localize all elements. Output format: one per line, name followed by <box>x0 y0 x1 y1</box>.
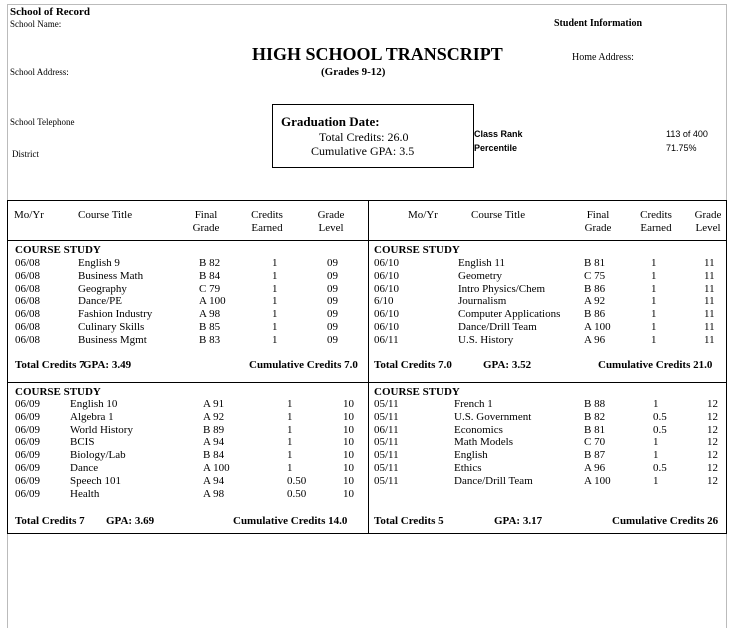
row-credits: 1 <box>287 462 293 474</box>
row-level: 11 <box>704 321 715 333</box>
row-credits: 1 <box>272 334 278 346</box>
row-credits: 1 <box>272 270 278 282</box>
cumulative-credits: Cumulative Credits 14.0 <box>233 515 348 527</box>
row-course: English 10 <box>70 398 118 410</box>
row-grade: A 94 <box>203 475 225 487</box>
row-date: 06/11 <box>374 334 399 346</box>
row-date: 6/10 <box>374 295 394 307</box>
row-grade: B 85 <box>199 321 221 333</box>
row-level: 09 <box>327 295 338 307</box>
row-date: 06/08 <box>15 321 41 333</box>
row-credits: 0.50 <box>287 475 307 487</box>
row-grade: A 100 <box>203 462 230 474</box>
cumulative-credits: Cumulative Credits 7.0 <box>249 359 358 371</box>
row-credits: 1 <box>287 449 293 461</box>
row-course: U.S. Government <box>454 411 532 423</box>
row-date: 06/11 <box>374 424 399 436</box>
row-grade: A 96 <box>584 462 606 474</box>
row-date: 06/09 <box>15 449 41 461</box>
district-label: District <box>12 149 39 159</box>
col-credits-earned: Credits Earned <box>251 209 283 234</box>
cumulative-credits: Cumulative Credits 26 <box>612 515 719 527</box>
row-credits: 0.50 <box>287 488 307 500</box>
row-credits: 1 <box>651 283 657 295</box>
row-grade: B 86 <box>584 283 606 295</box>
row-course: Health <box>70 488 100 500</box>
row-grade: B 81 <box>584 257 606 269</box>
block-gpa: GPA: 3.17 <box>494 515 543 527</box>
total-credits: Total Credits 5 <box>374 515 444 527</box>
row-credits: 1 <box>272 308 278 320</box>
row-grade: A 92 <box>203 411 225 423</box>
row-grade: B 84 <box>199 270 221 282</box>
table-center-divider <box>368 200 369 534</box>
row-course: French 1 <box>454 398 493 410</box>
row-course: Geography <box>78 283 127 295</box>
row-course: Geometry <box>458 270 502 282</box>
row-level: 12 <box>707 436 718 448</box>
total-credits: Total Credits 7.0 <box>374 359 452 371</box>
row-level: 12 <box>707 449 718 461</box>
graduation-date-label: Graduation Date: <box>281 114 380 129</box>
course-study-heading: COURSE STUDY <box>15 244 101 256</box>
row-level: 12 <box>707 475 718 487</box>
row-credits: 1 <box>651 334 657 346</box>
row-date: 05/11 <box>374 436 399 448</box>
row-course: Dance/PE <box>78 295 122 307</box>
row-course: Journalism <box>458 295 507 307</box>
row-course: Ethics <box>454 462 482 474</box>
row-grade: B 84 <box>203 449 225 461</box>
row-course: Speech 101 <box>70 475 122 487</box>
row-grade: B 87 <box>584 449 606 461</box>
row-course: Biology/Lab <box>70 449 126 461</box>
row-course: Dance/Drill Team <box>458 321 537 333</box>
row-credits: 0.5 <box>653 424 667 436</box>
page-subtitle: (Grades 9-12) <box>321 66 386 78</box>
row-level: 11 <box>704 308 715 320</box>
row-date: 06/08 <box>15 270 41 282</box>
row-grade: A 100 <box>584 321 611 333</box>
class-rank-label: Class Rank <box>474 129 523 139</box>
row-credits: 0.5 <box>653 462 667 474</box>
row-course: English 11 <box>458 257 505 269</box>
cumulative-credits: Cumulative Credits 21.0 <box>598 359 713 371</box>
row-level: 09 <box>327 257 338 269</box>
row-credits: 1 <box>287 411 293 423</box>
row-level: 11 <box>704 283 715 295</box>
row-level: 10 <box>343 488 354 500</box>
row-level: 12 <box>707 398 718 410</box>
row-level: 11 <box>704 270 715 282</box>
col-credits-earned-right: Credits Earned <box>640 209 672 234</box>
row-grade: A 98 <box>199 308 221 320</box>
row-date: 06/10 <box>374 283 400 295</box>
row-grade: B 83 <box>199 334 221 346</box>
row-course: U.S. History <box>458 334 514 346</box>
row-date: 06/09 <box>15 398 41 410</box>
row-grade: C 75 <box>584 270 606 282</box>
row-level: 10 <box>343 475 354 487</box>
row-course: BCIS <box>70 436 95 448</box>
row-date: 06/10 <box>374 321 400 333</box>
row-course: Business Mgmt <box>78 334 147 346</box>
row-level: 12 <box>707 424 718 436</box>
row-course: Business Math <box>78 270 144 282</box>
row-date: 06/08 <box>15 283 41 295</box>
row-grade: A 96 <box>584 334 606 346</box>
row-credits: 1 <box>272 295 278 307</box>
graduation-cumulative-gpa: Cumulative GPA: 3.5 <box>311 144 415 158</box>
row-level: 09 <box>327 321 338 333</box>
row-credits: 0.5 <box>653 411 667 423</box>
col-grade-level-right: Grade Level <box>694 209 722 234</box>
col-mo-yr-right: Mo/Yr <box>408 209 438 221</box>
row-credits: 1 <box>653 398 659 410</box>
row-course: Dance/Drill Team <box>454 475 533 487</box>
student-information-label: Student Information <box>554 18 643 29</box>
row-credits: 1 <box>287 436 293 448</box>
page-frame-top <box>7 4 727 5</box>
row-grade: A 94 <box>203 436 225 448</box>
row-course: Dance <box>70 462 99 474</box>
row-level: 10 <box>343 462 354 474</box>
row-grade: B 82 <box>584 411 606 423</box>
row-credits: 1 <box>272 257 278 269</box>
percentile-value: 71.75% <box>666 143 697 153</box>
row-level: 10 <box>343 436 354 448</box>
row-date: 06/09 <box>15 436 41 448</box>
school-of-record-label: School of Record <box>10 6 91 18</box>
row-course: Math Models <box>454 436 513 448</box>
row-course: Algebra 1 <box>70 411 114 423</box>
class-rank-value: 113 of 400 <box>666 129 708 139</box>
row-grade: A 98 <box>203 488 225 500</box>
row-date: 06/08 <box>15 295 41 307</box>
row-credits: 1 <box>651 270 657 282</box>
row-credits: 1 <box>287 398 293 410</box>
row-date: 06/09 <box>15 488 41 500</box>
graduation-total-credits: Total Credits: 26.0 <box>319 130 409 144</box>
page-title: HIGH SCHOOL TRANSCRIPT <box>252 44 503 64</box>
school-address-label: School Address: <box>10 67 69 77</box>
row-level: 09 <box>327 283 338 295</box>
col-grade-level: Grade Level <box>317 209 345 234</box>
row-grade: A 100 <box>199 295 226 307</box>
row-credits: 1 <box>272 321 278 333</box>
row-credits: 1 <box>651 321 657 333</box>
row-date: 06/09 <box>15 424 41 436</box>
row-credits: 1 <box>653 475 659 487</box>
course-study-heading: COURSE STUDY <box>374 386 460 398</box>
row-level: 12 <box>707 462 718 474</box>
row-credits: 1 <box>653 436 659 448</box>
row-level: 09 <box>327 334 338 346</box>
total-credits: Total Credits 7 <box>15 359 85 371</box>
row-date: 06/08 <box>15 334 41 346</box>
row-grade: B 86 <box>584 308 606 320</box>
row-grade: B 89 <box>203 424 225 436</box>
school-name-label: School Name: <box>10 19 62 29</box>
course-study-heading: COURSE STUDY <box>374 244 460 256</box>
row-grade: C 70 <box>584 436 606 448</box>
row-course: World History <box>70 424 133 436</box>
row-grade: A 91 <box>203 398 225 410</box>
row-level: 09 <box>327 270 338 282</box>
row-credits: 1 <box>651 295 657 307</box>
row-level: 11 <box>704 334 715 346</box>
row-course: Culinary Skills <box>78 321 145 333</box>
school-telephone-label: School Telephone <box>10 117 75 127</box>
home-address-label: Home Address: <box>572 52 634 63</box>
row-course: Intro Physics/Chem <box>458 283 546 295</box>
row-level: 10 <box>343 398 354 410</box>
row-grade: B 82 <box>199 257 221 269</box>
row-grade: B 81 <box>584 424 606 436</box>
col-mo-yr: Mo/Yr <box>14 209 44 221</box>
col-course-title: Course Title <box>78 209 133 221</box>
row-level: 10 <box>343 424 354 436</box>
row-level: 10 <box>343 411 354 423</box>
percentile-label: Percentile <box>474 143 518 153</box>
row-date: 06/10 <box>374 308 400 320</box>
row-grade: A 100 <box>584 475 611 487</box>
total-credits: Total Credits 7 <box>15 515 85 527</box>
block-gpa: GPA: 3.69 <box>106 515 155 527</box>
row-credits: 1 <box>651 308 657 320</box>
row-date: 05/11 <box>374 462 399 474</box>
row-date: 06/08 <box>15 308 41 320</box>
row-grade: C 79 <box>199 283 221 295</box>
row-level: 09 <box>327 308 338 320</box>
row-date: 06/08 <box>15 257 41 269</box>
col-course-title-right: Course Title <box>471 209 526 221</box>
col-final-grade-right: Final Grade <box>584 209 612 234</box>
col-final-grade: Final Grade <box>192 209 220 234</box>
row-date: 05/11 <box>374 398 399 410</box>
row-date: 05/11 <box>374 449 399 461</box>
row-credits: 1 <box>272 283 278 295</box>
row-credits: 1 <box>651 257 657 269</box>
table-header-divider <box>7 240 727 241</box>
row-level: 12 <box>707 411 718 423</box>
row-course: English 9 <box>78 257 120 269</box>
table-mid-divider <box>7 382 727 383</box>
row-date: 06/10 <box>374 270 400 282</box>
row-credits: 1 <box>653 449 659 461</box>
row-date: 06/09 <box>15 462 41 474</box>
row-grade: A 92 <box>584 295 606 307</box>
row-course: Economics <box>454 424 503 436</box>
course-study-heading: COURSE STUDY <box>15 386 101 398</box>
block-gpa: GPA: 3.52 <box>483 359 532 371</box>
row-level: 11 <box>704 295 715 307</box>
row-date: 06/10 <box>374 257 400 269</box>
row-date: 06/09 <box>15 411 41 423</box>
block-gpa: GPA: 3.49 <box>83 359 132 371</box>
row-level: 10 <box>343 449 354 461</box>
row-date: 05/11 <box>374 411 399 423</box>
row-credits: 1 <box>287 424 293 436</box>
row-date: 06/09 <box>15 475 41 487</box>
row-date: 05/11 <box>374 475 399 487</box>
row-course: Computer Applications <box>458 308 561 320</box>
row-level: 11 <box>704 257 715 269</box>
row-grade: B 88 <box>584 398 606 410</box>
row-course: Fashion Industry <box>78 308 153 320</box>
row-course: English <box>454 449 488 461</box>
